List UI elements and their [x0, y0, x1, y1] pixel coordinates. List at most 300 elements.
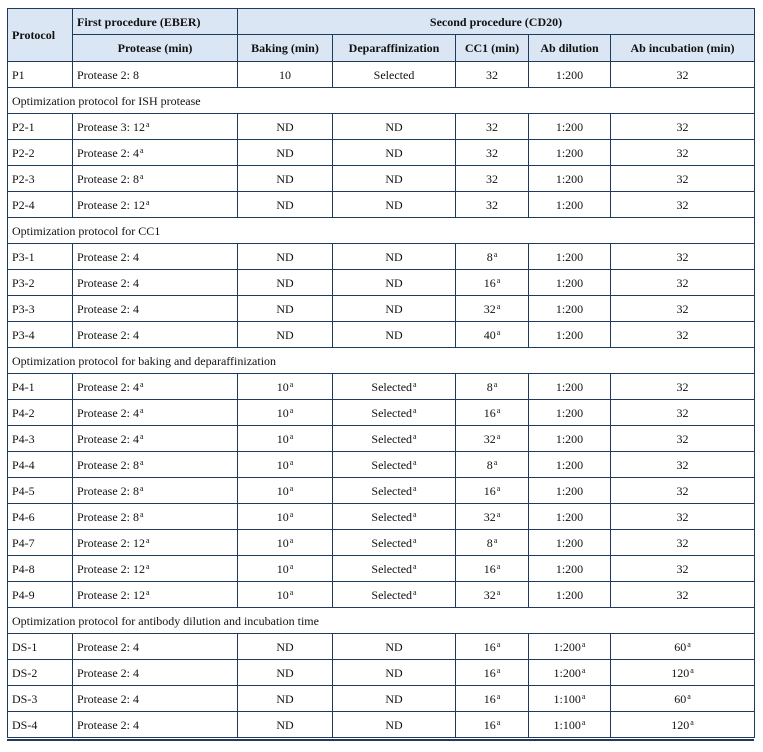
protocol-header: Protocol	[8, 9, 73, 62]
baking-cell	[238, 270, 333, 296]
footnote-marker: a	[496, 327, 501, 337]
cell-value: 32	[676, 171, 689, 186]
ab-dilution-cell	[529, 478, 611, 504]
cell-value: 32	[676, 67, 689, 82]
cell-value: P4-8	[12, 561, 35, 576]
footnote-marker: a	[140, 145, 144, 155]
footnote-marker: a	[496, 639, 501, 649]
ab-incubation-cell	[611, 660, 755, 686]
ab-dilution-cell	[529, 426, 611, 452]
cell-value: 10	[276, 587, 289, 602]
baking-cell	[238, 634, 333, 660]
footnote-marker: a	[289, 535, 294, 545]
cell-value: 32	[676, 561, 689, 576]
baking-cell	[238, 62, 333, 88]
ab-incubation-cell	[611, 62, 755, 88]
ab-dilution-cell	[529, 114, 611, 140]
table-row	[8, 296, 755, 322]
footnote-marker: a	[581, 639, 586, 649]
protocol-cell	[8, 478, 73, 504]
cell-value: 32	[676, 275, 689, 290]
baking-cell	[238, 140, 333, 166]
footnote-marker: a	[413, 405, 417, 415]
deparaffinization-cell	[333, 426, 456, 452]
cell-value: Protease 2: 4	[77, 379, 139, 394]
deparaffinization-cell	[333, 686, 456, 712]
cell-value: ND	[276, 145, 294, 160]
cell-value: ND	[385, 639, 403, 654]
footnote-marker: a	[413, 535, 417, 545]
deparaffinization-cell	[333, 582, 456, 608]
cell-value: 120	[671, 665, 690, 680]
cell-value: 1:200	[555, 379, 584, 394]
cell-value: 8	[486, 249, 493, 264]
baking-cell	[238, 582, 333, 608]
ab-incubation-cell	[611, 426, 755, 452]
cell-value: Protease 2: 8	[77, 171, 139, 186]
table-bottom-rule	[7, 739, 754, 741]
ab-incubation-cell	[611, 556, 755, 582]
cell-value: 1:100	[553, 717, 581, 732]
table-row	[8, 660, 755, 686]
protease-cell	[73, 62, 238, 88]
footnote-marker: a	[413, 509, 417, 519]
footnote-marker: a	[493, 457, 498, 467]
footnote-marker: a	[413, 457, 417, 467]
cc1-cell	[456, 270, 529, 296]
cc1-cell	[456, 530, 529, 556]
table-row	[8, 712, 755, 738]
cell-value: Selected	[371, 509, 413, 524]
cell-value: Protease 2: 8	[77, 457, 139, 472]
cell-value: Protease 2: 4	[77, 249, 139, 264]
footnote-marker: a	[140, 457, 144, 467]
table-row	[8, 686, 755, 712]
table-row	[8, 374, 755, 400]
baking-cell	[238, 244, 333, 270]
ab-incubation-cell	[611, 712, 755, 738]
ab-incubation-cell	[611, 530, 755, 556]
section-label: Optimization protocol for antibody dilution and incubation time	[8, 608, 755, 634]
cell-value: Protease 2: 8	[77, 483, 139, 498]
footnote-marker: a	[493, 379, 498, 389]
cell-value: 10	[276, 379, 289, 394]
cell-value: 1:200	[555, 509, 584, 524]
table-row	[8, 140, 755, 166]
cell-value: 32	[486, 171, 498, 186]
ab-incubation-cell	[611, 504, 755, 530]
table-row	[8, 114, 755, 140]
cc1-cell	[456, 374, 529, 400]
cell-value: 32	[676, 301, 689, 316]
cell-value: 32	[676, 379, 689, 394]
cell-value: 1:200	[555, 275, 584, 290]
table-row	[8, 504, 755, 530]
cell-value: ND	[385, 275, 403, 290]
protease-cell	[73, 296, 238, 322]
deparaffinization-cell	[333, 504, 456, 530]
cell-value: ND	[385, 119, 403, 134]
baking-cell	[238, 296, 333, 322]
cc1-cell	[456, 296, 529, 322]
cell-value: 120	[671, 717, 690, 732]
footnote-marker: a	[146, 587, 150, 597]
protease-cell	[73, 192, 238, 218]
table-row	[8, 62, 755, 88]
baking-cell	[238, 478, 333, 504]
cell-value: 10	[276, 457, 289, 472]
deparaffinization-cell	[333, 374, 456, 400]
cell-value: 1:200	[555, 535, 584, 550]
footnote-marker: a	[413, 431, 417, 441]
cc1-cell	[456, 426, 529, 452]
table-row	[8, 530, 755, 556]
cell-value: 32	[676, 431, 689, 446]
cell-value: 16	[483, 405, 496, 420]
footnote-marker: a	[496, 717, 501, 727]
baking-cell	[238, 530, 333, 556]
table-row	[8, 322, 755, 348]
cell-value: P3-1	[12, 249, 35, 264]
protease-cell	[73, 556, 238, 582]
cell-value: 32	[676, 535, 689, 550]
deparaffinization-cell	[333, 478, 456, 504]
table-row	[8, 166, 755, 192]
cell-value: 1:200	[555, 431, 584, 446]
cell-value: P4-9	[12, 587, 35, 602]
baking-cell	[238, 426, 333, 452]
cell-value: Selected	[373, 67, 415, 82]
ab-incubation-cell	[611, 400, 755, 426]
cell-value: 1:200	[555, 171, 584, 186]
protease-cell	[73, 712, 238, 738]
cell-value: P4-5	[12, 483, 35, 498]
protease-cell	[73, 244, 238, 270]
cell-value: 16	[483, 717, 496, 732]
cell-value: ND	[385, 301, 403, 316]
footnote-marker: a	[289, 587, 294, 597]
baking-cell	[238, 374, 333, 400]
cell-value: 32	[486, 119, 498, 134]
footnote-marker: a	[146, 119, 150, 129]
deparaffinization-cell	[333, 634, 456, 660]
baking-cell	[238, 556, 333, 582]
ab-dilution-cell	[529, 504, 611, 530]
cell-value: Protease 2: 8	[77, 509, 139, 524]
ab-incubation-cell	[611, 244, 755, 270]
cell-value: ND	[276, 275, 294, 290]
cell-value: Protease 2: 12	[77, 535, 145, 550]
cell-value: Selected	[371, 379, 413, 394]
cell-value: 32	[486, 145, 498, 160]
cell-value: 1:200	[555, 457, 584, 472]
cell-value: 16	[483, 665, 496, 680]
protease-cell	[73, 140, 238, 166]
footnote-marker: a	[140, 509, 144, 519]
cell-value: P4-7	[12, 535, 35, 550]
cell-value: 8	[486, 457, 493, 472]
ab-dilution-cell	[529, 244, 611, 270]
cell-value: P3-3	[12, 301, 35, 316]
cell-value: 1:200	[555, 249, 584, 264]
ab-dilution-cell	[529, 582, 611, 608]
cc1-cell	[456, 140, 529, 166]
deparaffinization-cell	[333, 270, 456, 296]
protease-cell	[73, 634, 238, 660]
deparaffinization-cell	[333, 400, 456, 426]
cell-value: P2-1	[12, 119, 35, 134]
footnote-marker: a	[496, 431, 501, 441]
cell-value: Protease 2: 4	[77, 327, 139, 342]
ab-dilution-cell	[529, 374, 611, 400]
footnote-marker: a	[496, 301, 501, 311]
protease-cell	[73, 322, 238, 348]
ab-incubation-cell	[611, 452, 755, 478]
cell-value: ND	[385, 197, 403, 212]
baking-cell	[238, 452, 333, 478]
protocol-cell	[8, 192, 73, 218]
protease-cell	[73, 452, 238, 478]
cell-value: 10	[276, 561, 289, 576]
cell-value: ND	[385, 717, 403, 732]
table-row	[8, 452, 755, 478]
protocol-cell	[8, 712, 73, 738]
cell-value: 1:200	[555, 145, 584, 160]
cell-value: ND	[385, 691, 403, 706]
protease-cell	[73, 660, 238, 686]
cell-value: 32	[483, 431, 496, 446]
cell-value: ND	[276, 197, 294, 212]
protocol-cell	[8, 322, 73, 348]
footnote-marker: a	[496, 587, 501, 597]
footnote-marker: a	[496, 665, 501, 675]
footnote-marker: a	[146, 197, 150, 207]
second-procedure-header: Second procedure (CD20)	[238, 9, 755, 35]
footnote-marker: a	[413, 483, 417, 493]
protocol-cell	[8, 556, 73, 582]
deparaffinization-column-header: Deparaffinization	[333, 35, 456, 62]
cell-value: 32	[676, 145, 689, 160]
cell-value: 16	[483, 275, 496, 290]
protease-cell	[73, 166, 238, 192]
cell-value: ND	[385, 665, 403, 680]
footnote-marker: a	[289, 483, 294, 493]
baking-cell	[238, 322, 333, 348]
deparaffinization-cell	[333, 660, 456, 686]
cell-value: P2-3	[12, 171, 35, 186]
deparaffinization-cell	[333, 192, 456, 218]
header-row-1	[8, 9, 755, 35]
protease-cell	[73, 426, 238, 452]
footnote-marker: a	[496, 483, 501, 493]
cell-value: DS-4	[12, 717, 38, 732]
cell-value: P3-4	[12, 327, 35, 342]
table-row	[8, 270, 755, 296]
cell-value: ND	[385, 327, 403, 342]
ab-dilution-cell	[529, 400, 611, 426]
footnote-marker: a	[140, 483, 144, 493]
cell-value: P4-6	[12, 509, 35, 524]
table-body	[8, 62, 755, 738]
cc1-cell	[456, 166, 529, 192]
cell-value: ND	[276, 119, 294, 134]
baking-cell	[238, 400, 333, 426]
cell-value: P4-3	[12, 431, 35, 446]
cell-value: 10	[276, 535, 289, 550]
cell-value: 16	[483, 691, 496, 706]
section-label: Optimization protocol for baking and deparaffinization	[8, 348, 755, 374]
cell-value: 8	[486, 379, 493, 394]
ab-incubation-cell	[611, 270, 755, 296]
cc1-cell	[456, 244, 529, 270]
protease-cell	[73, 114, 238, 140]
footnote-marker: a	[493, 535, 498, 545]
cell-value: 1:200	[555, 67, 584, 82]
header-row-2	[8, 35, 755, 62]
protocol-cell	[8, 452, 73, 478]
cc1-cell	[456, 192, 529, 218]
section-label: Optimization protocol for ISH protease	[8, 88, 755, 114]
cell-value: P3-2	[12, 275, 35, 290]
protocol-cell	[8, 400, 73, 426]
protocol-cell	[8, 244, 73, 270]
cell-value: P4-2	[12, 405, 35, 420]
cell-value: 32	[676, 197, 689, 212]
protease-column-header: Protease (min)	[73, 35, 238, 62]
protocol-cell	[8, 582, 73, 608]
cell-value: 1:200	[553, 665, 581, 680]
cc1-cell	[456, 686, 529, 712]
ab-dilution-cell	[529, 296, 611, 322]
footnote-marker: a	[496, 561, 501, 571]
cc1-cell	[456, 712, 529, 738]
cell-value: ND	[276, 665, 294, 680]
deparaffinization-cell	[333, 244, 456, 270]
deparaffinization-cell	[333, 166, 456, 192]
first-procedure-header: First procedure (EBER)	[73, 9, 238, 35]
footnote-marker: a	[289, 561, 294, 571]
cell-value: P2-2	[12, 145, 35, 160]
cell-value: 32	[676, 119, 689, 134]
baking-cell	[238, 166, 333, 192]
protocol-cell	[8, 114, 73, 140]
ab-incubation-cell	[611, 634, 755, 660]
deparaffinization-cell	[333, 712, 456, 738]
deparaffinization-cell	[333, 296, 456, 322]
baking-cell	[238, 504, 333, 530]
protease-cell	[73, 478, 238, 504]
footnote-marker: a	[581, 665, 586, 675]
protease-cell	[73, 686, 238, 712]
cell-value: Protease 2: 8	[77, 67, 139, 82]
cc1-cell	[456, 322, 529, 348]
cell-value: DS-2	[12, 665, 38, 680]
section-row	[8, 218, 755, 244]
cell-value: P1	[12, 67, 25, 82]
protocol-cell	[8, 62, 73, 88]
protocol-cell	[8, 686, 73, 712]
protease-cell	[73, 400, 238, 426]
cc1-cell	[456, 582, 529, 608]
cell-value: 32	[483, 509, 496, 524]
ab-dilution-cell	[529, 634, 611, 660]
protocol-cell	[8, 296, 73, 322]
ab-incubation-cell	[611, 140, 755, 166]
deparaffinization-cell	[333, 452, 456, 478]
cell-value: Protease 2: 4	[77, 405, 139, 420]
cell-value: P4-1	[12, 379, 35, 394]
cell-value: Selected	[371, 561, 413, 576]
ab-dilution-cell	[529, 322, 611, 348]
table-row	[8, 556, 755, 582]
cell-value: Protease 2: 12	[77, 561, 145, 576]
cell-value: 32	[676, 483, 689, 498]
table-container	[7, 8, 754, 738]
cell-value: 32	[486, 197, 498, 212]
footnote-marker: a	[690, 717, 694, 727]
footnote-marker: a	[140, 171, 144, 181]
ab-dilution-cell	[529, 530, 611, 556]
cell-value: 10	[276, 509, 289, 524]
ab-dilution-cell	[529, 270, 611, 296]
footnote-marker: a	[140, 431, 144, 441]
protocol-table	[7, 8, 755, 738]
cell-value: Protease 2: 4	[77, 431, 139, 446]
ab-incubation-cell	[611, 478, 755, 504]
section-row	[8, 348, 755, 374]
protocol-cell	[8, 426, 73, 452]
ab-dilution-cell	[529, 712, 611, 738]
protease-cell	[73, 270, 238, 296]
footnote-marker: a	[413, 561, 417, 571]
cell-value: Protease 2: 4	[77, 691, 139, 706]
footnote-marker: a	[413, 379, 417, 389]
baking-cell	[238, 660, 333, 686]
cell-value: 60	[674, 691, 687, 706]
cell-value: Protease 2: 4	[77, 717, 139, 732]
footnote-marker: a	[496, 691, 501, 701]
section-row	[8, 608, 755, 634]
table-row	[8, 192, 755, 218]
cc1-cell	[456, 556, 529, 582]
protease-cell	[73, 582, 238, 608]
cell-value: Selected	[371, 431, 413, 446]
cell-value: 16	[483, 483, 496, 498]
cc1-cell	[456, 478, 529, 504]
ab-dilution-cell	[529, 192, 611, 218]
cell-value: ND	[276, 717, 294, 732]
ab-incubation-cell	[611, 192, 755, 218]
cell-value: 32	[486, 67, 498, 82]
footnote-marker: a	[496, 275, 501, 285]
footnote-marker: a	[496, 405, 501, 415]
cc1-column-header: CC1 (min)	[456, 35, 529, 62]
deparaffinization-cell	[333, 530, 456, 556]
cell-value: DS-1	[12, 639, 38, 654]
cc1-cell	[456, 452, 529, 478]
cell-value: DS-3	[12, 691, 38, 706]
cell-value: Protease 2: 4	[77, 639, 139, 654]
footnote-marker: a	[496, 509, 501, 519]
cell-value: Protease 2: 12	[77, 587, 145, 602]
baking-cell	[238, 712, 333, 738]
cc1-cell	[456, 114, 529, 140]
cell-value: 1:200	[555, 301, 584, 316]
cell-value: 1:200	[555, 561, 584, 576]
cell-value: ND	[276, 327, 294, 342]
ab-incubation-column-header: Ab incubation (min)	[611, 35, 755, 62]
footnote-marker: a	[140, 405, 144, 415]
